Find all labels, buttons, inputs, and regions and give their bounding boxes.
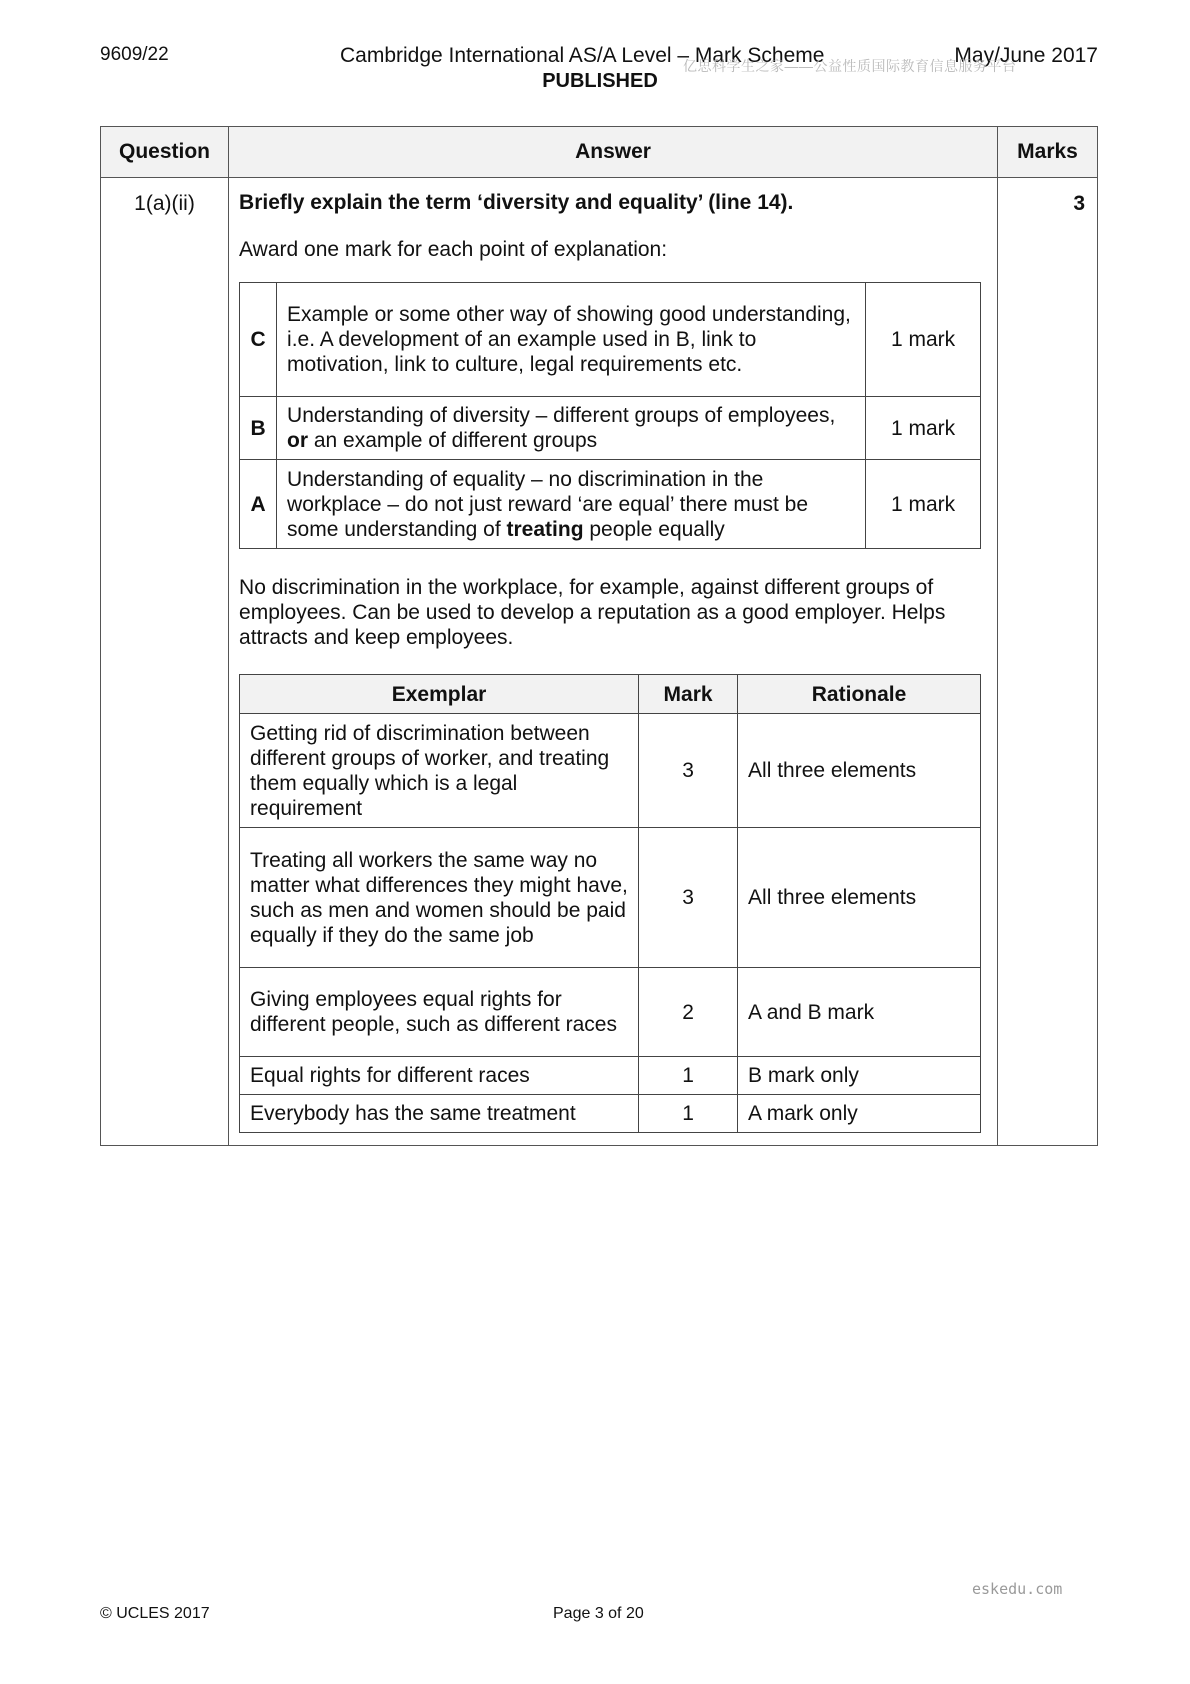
- page-number: Page 3 of 20: [553, 1605, 644, 1622]
- rationale-header: Rationale: [738, 675, 981, 714]
- level-mark: 1 mark: [866, 460, 981, 549]
- marks-header: Marks: [998, 127, 1098, 178]
- level-text-part: Understanding of diversity – different groups of employees,: [287, 404, 836, 427]
- exemplar-mark: 3: [639, 714, 738, 828]
- exemplars-table: [239, 674, 981, 1133]
- question-row: [101, 178, 1098, 1146]
- question-text: Briefly explain the term ‘diversity and equality’ (line 14).: [239, 191, 794, 214]
- answer-header: Answer: [229, 127, 998, 178]
- level-text-part: an example of different groups: [308, 429, 598, 452]
- answer-cell: [229, 178, 998, 1146]
- level-row: [240, 283, 981, 397]
- watermark-text: 亿思科学生之家——公益性质国际教育信息服务平台: [683, 58, 1017, 74]
- exemplar-text: Giving employees equal rights for different people, such as different races: [240, 968, 639, 1057]
- award-instruction: Award one mark for each point of explanation:: [239, 238, 668, 261]
- copyright-notice: © UCLES 2017: [100, 1605, 210, 1622]
- exemplar-header: Exemplar: [240, 675, 639, 714]
- exemplar-text: Treating all workers the same way no matter what differences they might have, such as men and women should be paid equally if they do the same job: [240, 828, 639, 968]
- site-watermark: eskedu.com: [972, 1580, 1063, 1598]
- exemplar-rationale: B mark only: [738, 1057, 981, 1095]
- exemplars-header-row: [240, 675, 981, 714]
- level-label: B: [240, 397, 277, 460]
- mark-header: Mark: [639, 675, 738, 714]
- exemplar-mark: 1: [639, 1095, 738, 1133]
- exemplar-text: Getting rid of discrimination between different groups of worker, and treating them equally which is a legal requirement: [240, 714, 639, 828]
- exemplar-row: [240, 1095, 981, 1133]
- level-description: [277, 460, 866, 549]
- level-row: [240, 397, 981, 460]
- table-header-row: [101, 127, 1098, 178]
- exemplar-mark: 2: [639, 968, 738, 1057]
- exemplar-row: [240, 1057, 981, 1095]
- exemplar-row: [240, 828, 981, 968]
- exemplar-rationale: All three elements: [738, 714, 981, 828]
- level-text-bold: treating: [506, 517, 584, 541]
- mark-scheme-table: [100, 126, 1098, 1146]
- exemplar-text: Equal rights for different races: [240, 1057, 639, 1095]
- document-title: Cambridge International AS/A Level – Mark Scheme: [340, 44, 825, 67]
- level-mark: 1 mark: [866, 283, 981, 397]
- exemplar-row: [240, 968, 981, 1057]
- question-header: Question: [101, 127, 229, 178]
- level-label: A: [240, 460, 277, 549]
- exemplar-mark: 3: [639, 828, 738, 968]
- published-label: PUBLISHED: [542, 70, 658, 92]
- question-marks: 3: [998, 178, 1098, 1146]
- exemplar-rationale: A and B mark: [738, 968, 981, 1057]
- exemplar-rationale: All three elements: [738, 828, 981, 968]
- level-text-part: people equally: [583, 517, 725, 541]
- level-description: Example or some other way of showing good understanding, i.e. A development of an example used in B, link to motivation, link to culture, legal requirements etc.: [277, 283, 866, 397]
- exemplar-mark: 1: [639, 1057, 738, 1095]
- exemplar-row: [240, 714, 981, 828]
- guidance-note: No discrimination in the workplace, for example, against different groups of employees. Can be used to develop a reputation as a good employer. Helps attracts and keep employees.: [239, 576, 946, 649]
- level-mark: 1 mark: [866, 397, 981, 460]
- paper-code: 9609/22: [100, 44, 169, 65]
- level-row: [240, 460, 981, 549]
- levels-table: [239, 282, 981, 549]
- exemplar-rationale: A mark only: [738, 1095, 981, 1133]
- level-text-part: Understanding of equality – no discrimination in the workplace – do not just reward ‘are equal’ there must be some understanding of: [287, 467, 809, 541]
- question-number: 1(a)(ii): [101, 178, 229, 1146]
- level-text-bold: or: [287, 429, 309, 452]
- level-label: C: [240, 283, 277, 397]
- exemplar-text: Everybody has the same treatment: [240, 1095, 639, 1133]
- level-description: [277, 397, 866, 460]
- exam-session: May/June 2017: [954, 44, 1098, 67]
